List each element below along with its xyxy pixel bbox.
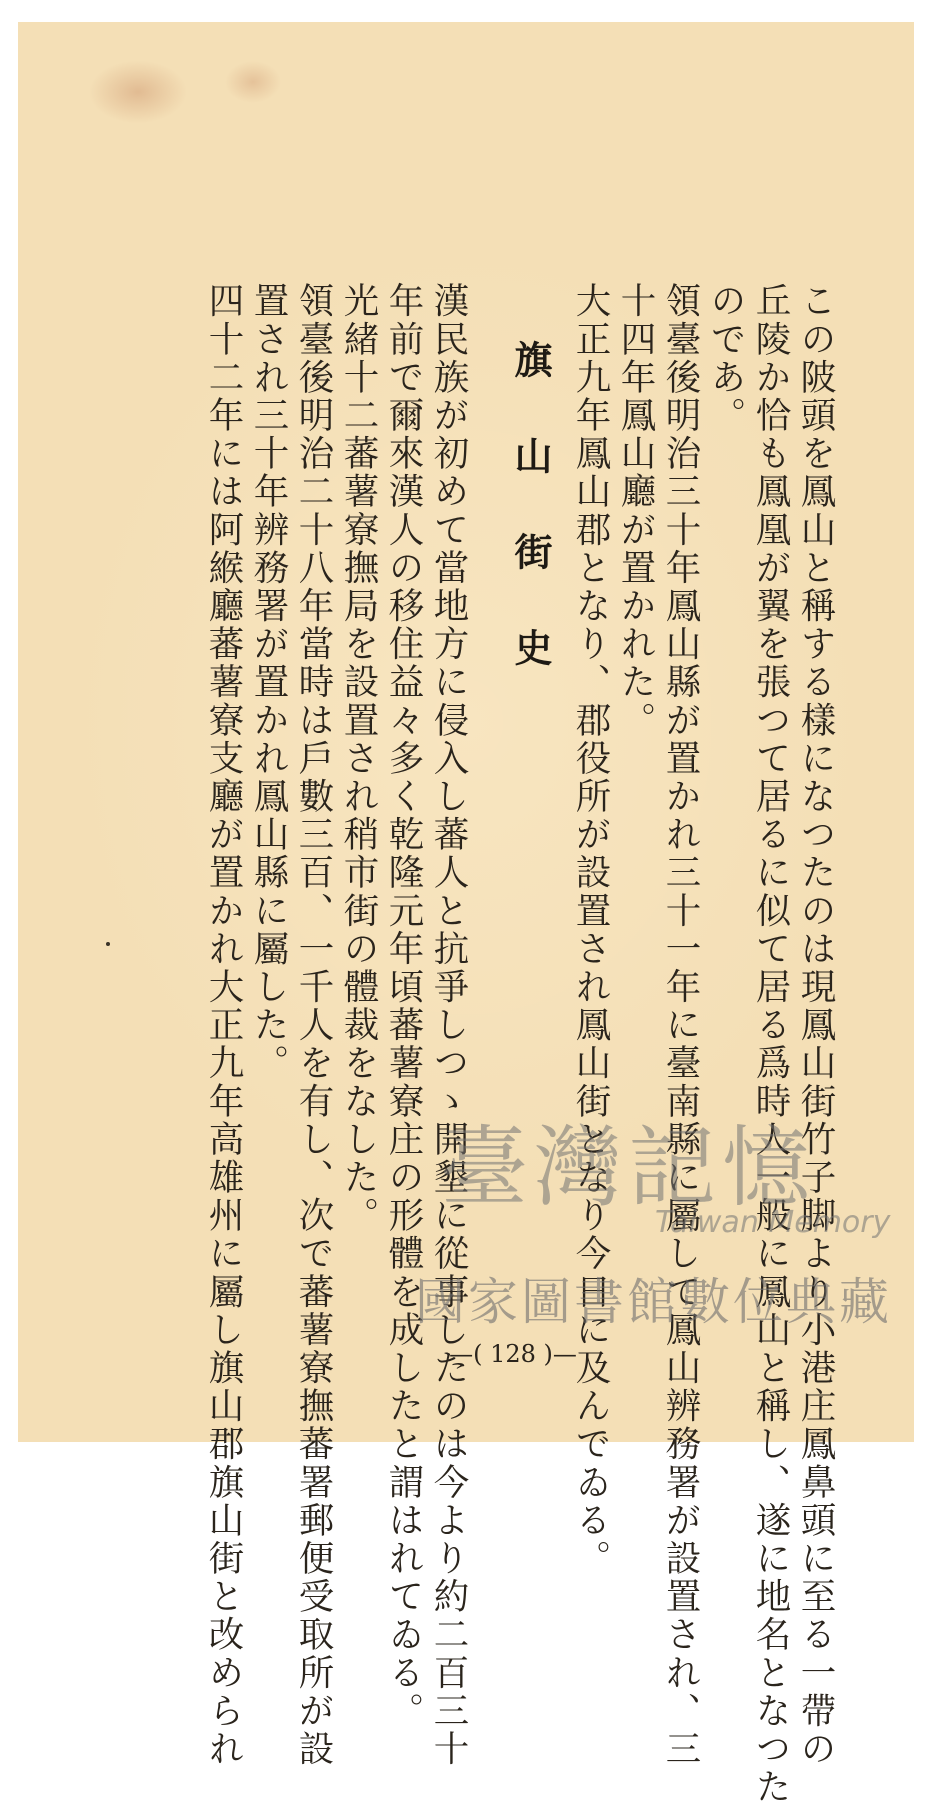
- text-line: 十四年鳳山廳が置かれた。: [615, 282, 656, 740]
- text-line: 丘陵か恰も鳳凰が翼を張つて居るに似て居る爲時人一般に鳳山と稱し、遂に地名となつた: [750, 282, 791, 1806]
- page-number: —( 128 )—: [449, 1340, 577, 1368]
- text-line: この陂頭を鳳山と稱する樣になつたのは現鳳山街竹子脚より小港庄鳳鼻頭に至る一帶の: [795, 282, 836, 1768]
- text-line: 領臺後明治三十年鳳山縣が置かれ三十一年に臺南縣に屬して鳳山辨務署が設置され、三: [660, 282, 701, 1768]
- text-line: 漢民族が初めて當地方に侵入し蕃人と抗爭しつゝ開墾に從事したのは今より約二百三十: [428, 282, 469, 1768]
- text-line: 領臺後明治二十八年當時は戶數三百、一千人を有し、次で蕃薯寮撫蕃署郵便受取所が設: [293, 282, 334, 1768]
- section-heading: 旗山街史: [508, 340, 553, 724]
- text-line: 置され三十年辨務署が置かれ鳳山縣に屬した。: [248, 282, 289, 1083]
- text-line: のであ。: [705, 282, 746, 435]
- text-line: 四十二年には阿緱廳蕃薯寮支廳が置かれ大正九年高雄州に屬し旗山郡旗山街と改められ: [203, 282, 244, 1768]
- watermark-title: 臺灣記憶: [440, 1116, 817, 1219]
- text-line: 光緒十二蕃薯寮撫局を設置され稍市街の體裁をなした。: [338, 282, 379, 1235]
- text-line: 大正九年鳳山郡となり、郡役所が設置され鳳山街となり今日に及んでゐる。: [570, 282, 611, 1578]
- watermark-organization: 國家圖書館數位典藏: [415, 1273, 892, 1331]
- watermark-subtitle: Taiwan Memory: [655, 1205, 891, 1240]
- text-line: 年前で爾來漢人の移住益々多く乾隆元年頃蕃薯寮庄の形體を成したと謂はれてゐる。: [383, 282, 424, 1730]
- ink-spot: [106, 942, 110, 946]
